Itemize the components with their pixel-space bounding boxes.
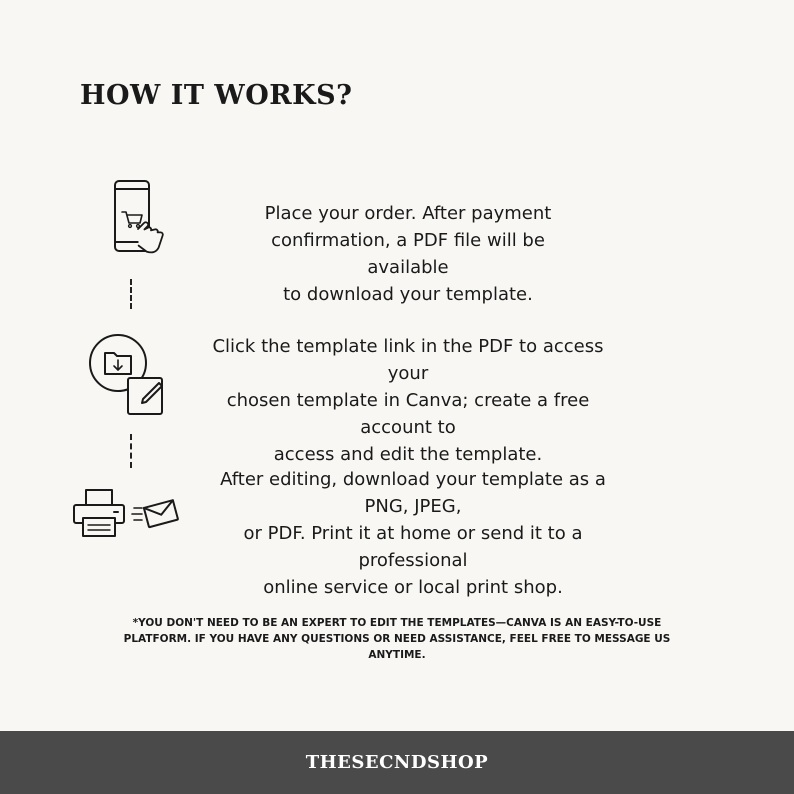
footnote-line-3: ANYTIME.	[368, 649, 426, 661]
brand-name: THESECNDSHOP	[305, 752, 489, 773]
folder-edit-icon	[88, 333, 170, 423]
step-1-line-3: to download your template.	[283, 284, 533, 305]
footnote-line-1: *YOU DON'T NEED TO BE AN EXPERT TO EDIT THE TEMPLATES—CANVA IS AN EASY-TO-USE	[132, 617, 662, 629]
step-3-line-3: online service or local print shop.	[263, 577, 563, 598]
phone-cart-icon	[105, 178, 175, 270]
connector-dash	[130, 279, 132, 309]
step-1-line-1: Place your order. After payment	[264, 203, 552, 224]
step-3-line-1: After editing, download your template as a PNG, JPEG,	[220, 469, 606, 517]
page-title: HOW IT WORKS?	[80, 80, 353, 111]
step-2-line-1: Click the template link in the PDF to access your	[212, 336, 604, 384]
step-2-text	[208, 333, 608, 468]
step-2-line-2: chosen template in Canva; create a free account to	[226, 390, 590, 438]
footer-bar	[0, 731, 794, 794]
step-1-line-2: confirmation, a PDF file will be available	[271, 230, 545, 278]
step-3-text	[198, 466, 628, 601]
printer-mail-icon	[72, 488, 184, 544]
step-3-line-2: or PDF. Print it at home or send it to a professional	[243, 523, 583, 571]
step-2-line-3: access and edit the template.	[273, 444, 543, 465]
footnote	[120, 615, 674, 663]
step-1-text	[240, 200, 576, 308]
connector-dash	[130, 434, 132, 468]
footnote-line-2: PLATFORM. IF YOU HAVE ANY QUESTIONS OR NEED ASSISTANCE, FEEL FREE TO MESSAGE US	[123, 633, 671, 645]
